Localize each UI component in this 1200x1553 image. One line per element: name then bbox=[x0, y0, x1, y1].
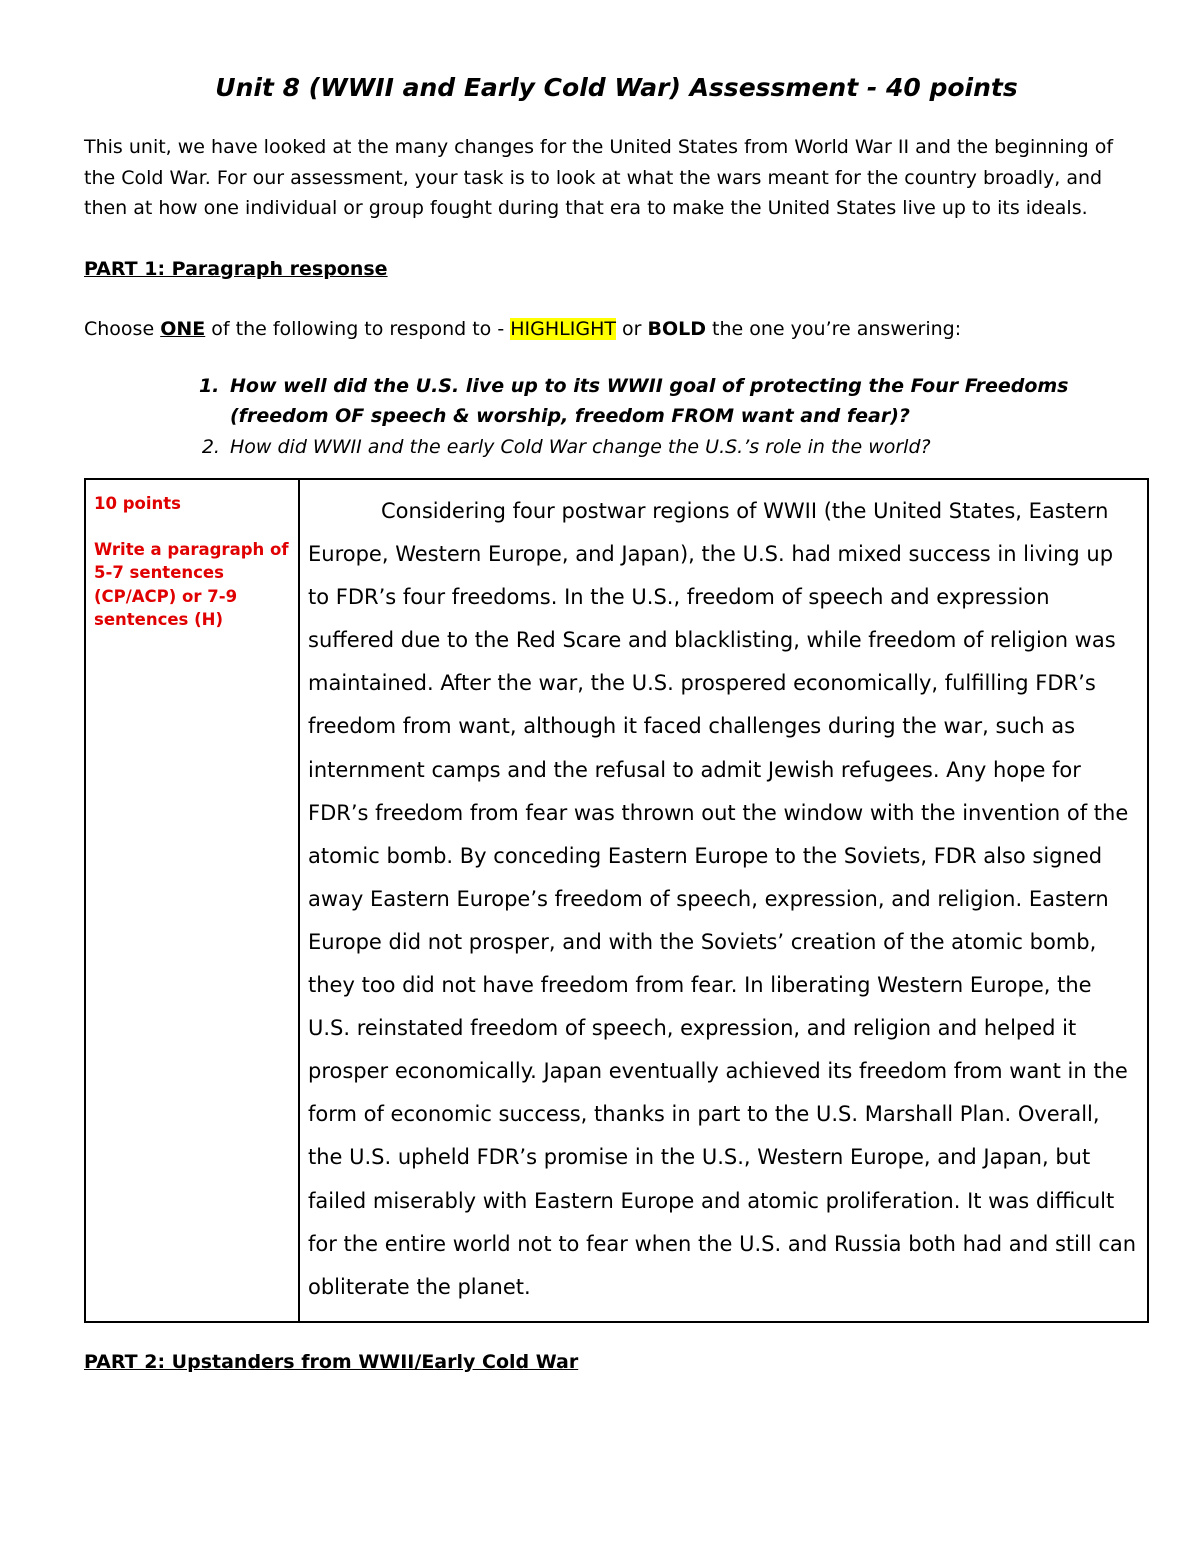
answer-cell[interactable] bbox=[299, 479, 1148, 1322]
document-title: Unit 8 (WWII and Early Cold War) Assessment - 40 points bbox=[215, 73, 1018, 102]
part1-heading: PART 1: Paragraph response bbox=[84, 257, 388, 280]
document-page bbox=[84, 70, 1149, 1407]
response-table bbox=[84, 478, 1149, 1323]
criteria-cell bbox=[85, 479, 299, 1322]
choose-bold: BOLD bbox=[647, 317, 706, 340]
choose-or: or bbox=[615, 317, 648, 340]
criteria-instructions: Write a paragraph of 5-7 sentences (CP/ACP) or 7-9 sentences (H) bbox=[94, 539, 289, 629]
choose-highlight: HIGHLIGHT bbox=[510, 317, 616, 340]
question-1: 1. How well did the U.S. live up to its WWII goal of protecting the Four Freedoms (freedom OF speech & worship, freedom FROM want and fear)? bbox=[226, 371, 1149, 432]
points-label: 10 points bbox=[94, 494, 181, 513]
response-row bbox=[85, 479, 1148, 1322]
question-list bbox=[84, 371, 1149, 463]
choose-instruction bbox=[84, 314, 1149, 344]
part2-heading: PART 2: Upstanders from WWII/Early Cold War bbox=[84, 1350, 579, 1373]
choose-one: ONE bbox=[160, 317, 206, 340]
choose-suffix: the one you’re answering: bbox=[706, 317, 962, 340]
choose-middle: of the following to respond to - bbox=[205, 317, 511, 340]
choose-prefix: Choose bbox=[84, 317, 161, 340]
question-2: 2. How did WWII and the early Cold War change the U.S.’s role in the world? bbox=[226, 432, 1149, 463]
answer-paragraph[interactable]: Considering four postwar regions of WWII (the United States, Eastern Europe, Western Europe, and Japan), the U.S. had mixed success in living up to FDR’s four freedoms. In the U.S., freedom of speech and expression suffered due to the Red Scare and blacklisting, while freedom of religion was maintained. After the war, the U.S. prospered economically, fulfilling FDR’s freedom from want, although it faced challenges during the war, such as internment camps and the refusal to admit Jewish refugees. Any hope for FDR’s freedom from fear was thrown out the window with the invention of the atomic bomb. By conceding Eastern Europe to the Soviets, FDR also signed away Eastern Europe’s freedom of speech, expression, and religion. Eastern Europe did not prosper, and with the Soviets’ creation of the atomic bomb, they too did not have freedom from fear. In liberating Western Europe, the U.S. reinstated freedom of speech, expression, and religion and helped it prosper economically. Japan eventually achieved its freedom from want in the form of economic success, thanks in part to the U.S. Marshall Plan. Overall, the U.S. upheld FDR’s promise in the U.S., Western Europe, and Japan, but failed miserably with Eastern Europe and atomic proliferation. It was difficult for the entire world not to fear when the U.S. and Russia both had and still can obliterate the planet. bbox=[308, 499, 1137, 1299]
intro-paragraph: This unit, we have looked at the many changes for the United States from World War II and the beginning of the Cold War. For our assessment, your task is to look at what the wars meant for the country broadly, and then at how one individual or group fought during that era to make the United States live up to its ideals. bbox=[84, 136, 1114, 219]
